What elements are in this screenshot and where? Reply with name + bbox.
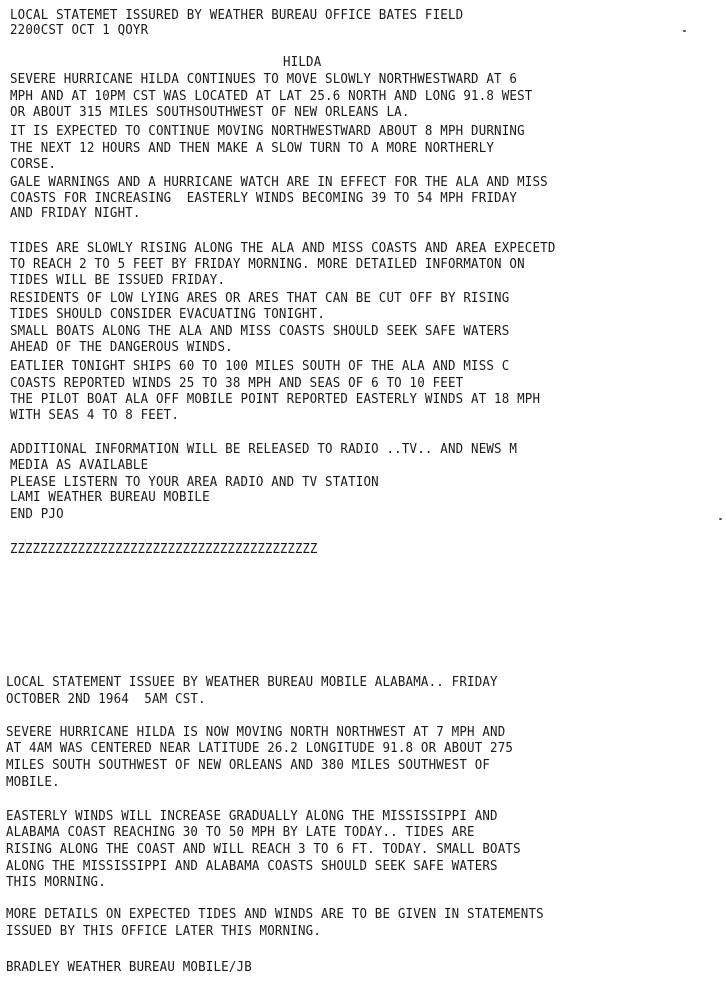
statement-2-paragraph-1-line: AT 4AM WAS CENTERED NEAR LATITUDE 26.2 LONGITUDE 91.8 OR ABOUT 275 [6, 741, 514, 756]
statement-1-body-line: EATLIER TONIGHT SHIPS 60 TO 100 MILES SOUTH OF THE ALA AND MISS C [10, 359, 510, 374]
statement-1-closing-line: PLEASE LISTERN TO YOUR AREA RADIO AND TV STATION [10, 475, 379, 490]
statement-2-paragraph-3-line: ISSUED BY THIS OFFICE LATER THIS MORNING. [6, 924, 322, 939]
statement-2-paragraph-1-line: MILES SOUTH SOUTHWEST OF NEW ORLEANS AND 380 MILES SOUTHWEST OF [6, 758, 491, 773]
statement-1-header-line-1: LOCAL STATEMET ISSURED BY WEATHER BUREAU OFFICE BATES FIELD [10, 8, 464, 23]
statement-1-title: HILDA [283, 55, 322, 70]
statement-2-signature: BRADLEY WEATHER BUREAU MOBILE/JB [6, 960, 252, 975]
statement-1-body-line: SEVERE HURRICANE HILDA CONTINUES TO MOVE SLOWLY NORTHWESTWARD AT 6 [10, 72, 518, 87]
statement-1-body-line: AND FRIDAY NIGHT. [10, 206, 141, 221]
statement-1-body-line: TO REACH 2 TO 5 FEET BY FRIDAY MORNING. MORE DETAILED INFORMATON ON [10, 257, 525, 272]
statement-1-body-line: TIDES ARE SLOWLY RISING ALONG THE ALA AND MISS COASTS AND AREA EXPECETD [10, 241, 556, 256]
statement-1-header-line-2: 2200CST OCT 1 QOYR [10, 23, 149, 38]
statement-2-paragraph-1-line: MOBILE. [6, 775, 60, 790]
paper-speck [683, 30, 686, 32]
statement-1-body-line: TIDES WILL BE ISSUED FRIDAY. [10, 273, 226, 288]
statement-1-body-line: OR ABOUT 315 MILES SOUTHSOUTHWEST OF NEW ORLEANS LA. [10, 105, 410, 120]
statement-1-closing-line: MEDIA AS AVAILABLE [10, 458, 149, 473]
statement-2-paragraph-2-line: ALABAMA COAST REACHING 30 TO 50 MPH BY LATE TODAY.. TIDES ARE [6, 825, 475, 840]
statement-1-pilot-line: THE PILOT BOAT ALA OFF MOBILE POINT REPORTED EASTERLY WINDS AT 18 MPH [10, 392, 541, 407]
statement-1-closing-line: END PJO [10, 507, 64, 522]
statement-1-closing-line: LAMI WEATHER BUREAU MOBILE [10, 490, 210, 505]
statement-1-body-line: IT IS EXPECTED TO CONTINUE MOVING NORTHWESTWARD ABOUT 8 MPH DURNING [10, 124, 525, 139]
statement-1-body-line: SMALL BOATS ALONG THE ALA AND MISS COASTS SHOULD SEEK SAFE WATERS [10, 324, 510, 339]
statement-1-body-line: THE NEXT 12 HOURS AND THEN MAKE A SLOW TURN TO A MORE NORTHERLY [10, 141, 495, 156]
statement-1-terminator: ZZZZZZZZZZZZZZZZZZZZZZZZZZZZZZZZZZZZZZZZZ [10, 542, 318, 557]
statement-1-additional-info: ADDITIONAL INFORMATION WILL BE RELEASED TO RADIO ..TV.. AND NEWS M [10, 442, 518, 457]
statement-2-paragraph-2-line: EASTERLY WINDS WILL INCREASE GRADUALLY ALONG THE MISSISSIPPI AND [6, 809, 498, 824]
statement-2-paragraph-2-line: RISING ALONG THE COAST AND WILL REACH 3 TO 6 FT. TODAY. SMALL BOATS [6, 842, 521, 857]
statement-2-paragraph-1-line: SEVERE HURRICANE HILDA IS NOW MOVING NORTH NORTHWEST AT 7 MPH AND [6, 725, 506, 740]
statement-1-body-line: GALE WARNINGS AND A HURRICANE WATCH ARE IN EFFECT FOR THE ALA AND MISS [10, 175, 548, 190]
statement-1-body-line: MPH AND AT 10PM CST WAS LOCATED AT LAT 25.6 NORTH AND LONG 91.8 WEST [10, 89, 533, 104]
paper-speck [719, 518, 722, 520]
statement-1-body-line: TIDES SHOULD CONSIDER EVACUATING TONIGHT. [10, 307, 326, 322]
statement-1-body-line: AHEAD OF THE DANGEROUS WINDS. [10, 340, 233, 355]
statement-1-body-line: COASTS FOR INCREASING EASTERLY WINDS BECOMING 39 TO 54 MPH FRIDAY [10, 191, 518, 206]
statement-1-body-line: RESIDENTS OF LOW LYING ARES OR ARES THAT CAN BE CUT OFF BY RISING [10, 291, 510, 306]
statement-2-paragraph-3-line: MORE DETAILS ON EXPECTED TIDES AND WINDS ARE TO BE GIVEN IN STATEMENTS [6, 907, 544, 922]
statement-2-header-line-1: LOCAL STATEMENT ISSUEE BY WEATHER BUREAU MOBILE ALABAMA.. FRIDAY [6, 675, 498, 690]
statement-2-paragraph-2-line: THIS MORNING. [6, 875, 106, 890]
statement-1-body-line: CORSE. [10, 157, 57, 172]
statement-2-paragraph-2-line: ALONG THE MISSISSIPPI AND ALABAMA COASTS SHOULD SEEK SAFE WATERS [6, 859, 498, 874]
statement-1-body-line: COASTS REPORTED WINDS 25 TO 38 MPH AND SEAS OF 6 TO 10 FEET [10, 376, 464, 391]
statement-1-pilot-line: WITH SEAS 4 TO 8 FEET. [10, 408, 180, 423]
statement-2-header-line-2: OCTOBER 2ND 1964 5AM CST. [6, 692, 206, 707]
